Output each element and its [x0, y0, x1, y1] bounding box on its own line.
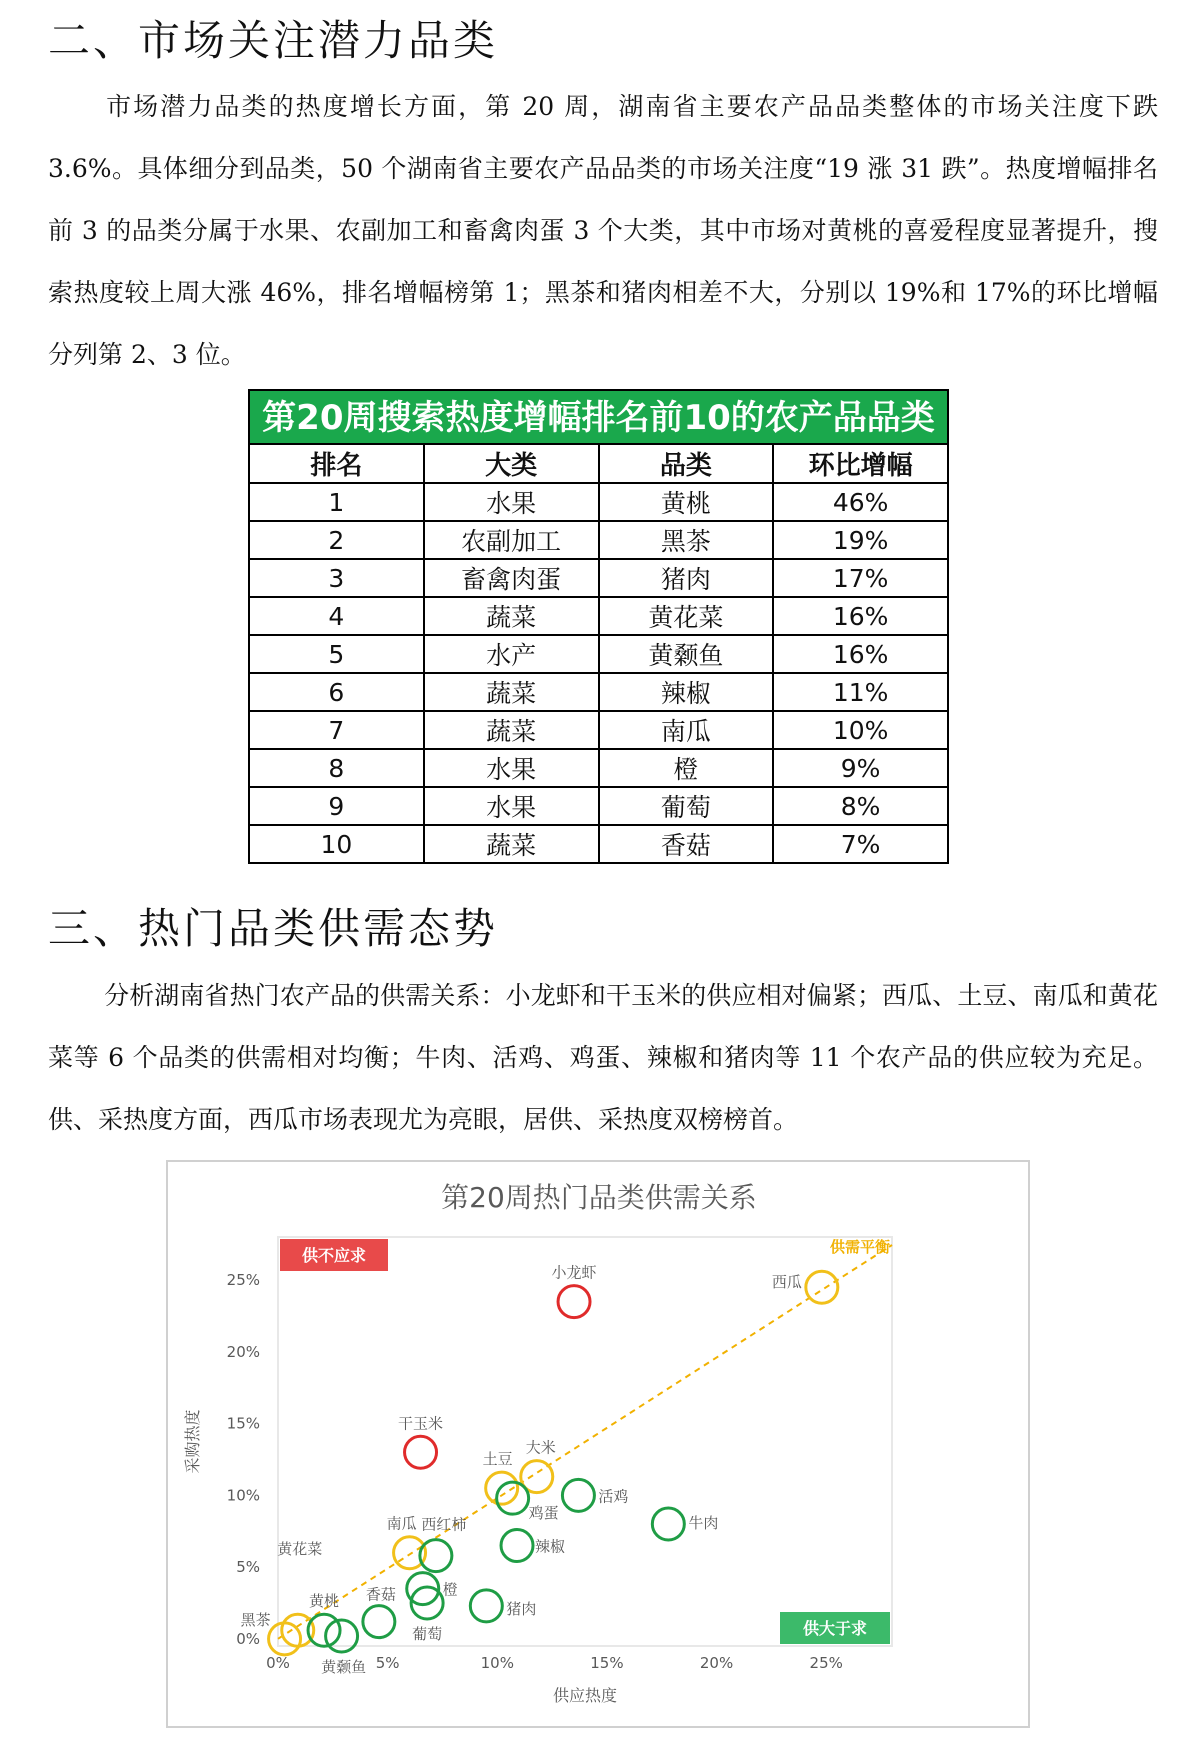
cell-growth: 46%: [773, 483, 948, 521]
point-ample: [363, 1606, 395, 1638]
table-row: [249, 749, 948, 787]
cell-product: 橙: [599, 749, 774, 787]
cell-product: 葡萄: [599, 787, 774, 825]
point-ample: [470, 1590, 502, 1622]
cell-category: 水果: [424, 787, 599, 825]
cell-growth: 17%: [773, 559, 948, 597]
point-label: 西瓜: [771, 1273, 802, 1292]
supply-demand-chart: [166, 1160, 1030, 1728]
table-title: 第20周搜索热度增幅排名前10的农产品品类: [248, 389, 949, 443]
point-balanced: [806, 1271, 838, 1303]
section-3-paragraph: [48, 965, 1158, 1151]
section-3-text: 分析湖南省热门农产品的供需关系：小龙虾和干玉米的供应相对偏紧；西瓜、土豆、南瓜和黄花菜等 6 个品类的供需相对均衡；牛肉、活鸡、鸡蛋、辣椒和猪肉等 11 个农产品的供应较为充足。供、采热度方面，西瓜市场表现尤为亮眼，居供、采热度双榜榜首。: [48, 981, 1158, 1134]
point-label: 辣椒: [535, 1537, 566, 1556]
point-ample: [501, 1530, 533, 1562]
table-row: [249, 597, 948, 635]
cell-growth: 8%: [773, 787, 948, 825]
cell-rank: 4: [249, 597, 424, 635]
cell-product: 南瓜: [599, 711, 774, 749]
cell-product: 黄桃: [599, 483, 774, 521]
cell-category: 畜禽肉蛋: [424, 559, 599, 597]
y-tick-label: 25%: [226, 1271, 260, 1290]
section-2-text: 市场潜力品类的热度增长方面，第 20 周，湖南省主要农产品品类整体的市场关注度下跌 3.6%。具体细分到品类，50 个湖南省主要农产品品类的市场关注度“19 涨 31 跌”。热度增幅排名前 3 的品类分属于水果、农副加工和畜禽肉蛋 3 个大类，其中市场对黄桃的喜爱程度显著提升，搜索热度较上周大涨 46%，排名增幅榜第 1；黑茶和猪肉相差不大，分别以 19%和 17%的环比增幅分列第 2、3 位。: [48, 92, 1158, 369]
section-2-paragraph: [48, 76, 1158, 386]
point-label: 土豆: [482, 1450, 513, 1469]
point-label: 葡萄: [412, 1624, 443, 1643]
cell-growth: 10%: [773, 711, 948, 749]
cell-category: 农副加工: [424, 521, 599, 559]
y-tick-label: 0%: [236, 1629, 260, 1648]
chart-svg: [168, 1162, 1030, 1728]
cell-category: 蔬菜: [424, 825, 599, 863]
section-heading-2: 二、市场关注潜力品类: [48, 16, 499, 65]
point-label: 黄桃: [309, 1592, 340, 1611]
cell-product: 香菇: [599, 825, 774, 863]
cell-category: 蔬菜: [424, 711, 599, 749]
x-tick-label: 5%: [375, 1654, 400, 1672]
cell-rank: 8: [249, 749, 424, 787]
ranking-table-grid: [248, 443, 949, 864]
x-tick-label: 20%: [699, 1654, 734, 1672]
region-label-ample: 供大于求: [802, 1619, 868, 1638]
table-row: [249, 825, 948, 863]
point-label: 干玉米: [398, 1414, 444, 1433]
table-row: [249, 787, 948, 825]
table-row: [249, 711, 948, 749]
point-label: 猪肉: [506, 1599, 537, 1618]
x-tick-label: 10%: [480, 1654, 514, 1672]
point-ample: [652, 1508, 684, 1540]
point-label: 鸡蛋: [528, 1504, 559, 1523]
cell-rank: 10: [249, 825, 424, 863]
point-label: 小龙虾: [551, 1263, 597, 1282]
chart-title: 第20周热门品类供需关系: [441, 1181, 757, 1214]
table-row: [249, 521, 948, 559]
cell-category: 水果: [424, 749, 599, 787]
cell-rank: 7: [249, 711, 424, 749]
cell-rank: 9: [249, 787, 424, 825]
cell-rank: 6: [249, 673, 424, 711]
point-label: 黄颡鱼: [321, 1657, 367, 1676]
point-label: 西红柿: [421, 1515, 467, 1534]
y-tick-label: 15%: [226, 1414, 260, 1433]
cell-growth: 16%: [773, 597, 948, 635]
cell-growth: 19%: [773, 521, 948, 559]
cell-category: 水产: [424, 635, 599, 673]
point-tight: [405, 1436, 437, 1468]
table-row: [249, 559, 948, 597]
y-tick-label: 20%: [226, 1342, 260, 1361]
y-axis-label: 采购热度: [183, 1409, 202, 1474]
cell-product: 猪肉: [599, 559, 774, 597]
point-tight: [558, 1286, 590, 1318]
cell-category: 蔬菜: [424, 597, 599, 635]
ranking-table: [248, 389, 949, 864]
point-label: 南瓜: [386, 1514, 417, 1533]
cell-rank: 2: [249, 521, 424, 559]
cell-growth: 11%: [773, 673, 948, 711]
section-heading-3: 三、热门品类供需态势: [48, 904, 499, 953]
table-header-row: [249, 444, 948, 483]
cell-growth: 9%: [773, 749, 948, 787]
point-ample: [326, 1620, 358, 1652]
y-tick-label: 10%: [226, 1486, 260, 1505]
point-ample: [562, 1479, 594, 1511]
cell-growth: 16%: [773, 635, 948, 673]
table-row: [249, 635, 948, 673]
header-growth: 环比增幅: [773, 444, 948, 483]
y-tick-label: 5%: [236, 1558, 260, 1577]
x-tick-label: 25%: [809, 1654, 843, 1672]
region-label-tight: 供不应求: [301, 1246, 367, 1265]
point-label: 牛肉: [688, 1514, 719, 1533]
cell-product: 黄花菜: [599, 597, 774, 635]
cell-product: 辣椒: [599, 673, 774, 711]
cell-rank: 5: [249, 635, 424, 673]
cell-product: 黑茶: [599, 521, 774, 559]
cell-product: 黄颡鱼: [599, 635, 774, 673]
header-category: 大类: [424, 444, 599, 483]
cell-rank: 1: [249, 483, 424, 521]
point-label: 香菇: [365, 1585, 396, 1604]
cell-category: 水果: [424, 483, 599, 521]
point-label: 活鸡: [598, 1487, 629, 1506]
table-body: [249, 483, 948, 863]
cell-growth: 7%: [773, 825, 948, 863]
x-axis-label: 供应热度: [552, 1686, 618, 1705]
x-tick-label: 0%: [266, 1654, 290, 1672]
cell-category: 蔬菜: [424, 673, 599, 711]
point-label: 黑茶: [240, 1610, 271, 1629]
cell-rank: 3: [249, 559, 424, 597]
table-row: [249, 673, 948, 711]
header-rank: 排名: [249, 444, 424, 483]
point-label: 橙: [442, 1580, 458, 1599]
table-row: [249, 483, 948, 521]
balance-label: 供需平衡: [829, 1238, 890, 1256]
header-product: 品类: [599, 444, 774, 483]
point-label: 大米: [525, 1438, 556, 1457]
x-tick-label: 15%: [590, 1654, 624, 1672]
point-label: 黄花菜: [277, 1540, 323, 1559]
balance-line: [278, 1245, 892, 1639]
